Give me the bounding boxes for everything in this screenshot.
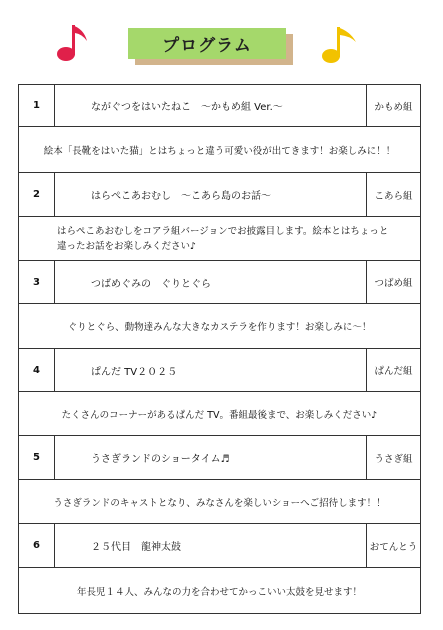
item-group: おてんとう bbox=[369, 541, 418, 553]
item-group: つばめ組 bbox=[374, 278, 413, 289]
item-title: うさぎランドのショータイム♬ bbox=[55, 436, 367, 479]
item-number: 2 bbox=[19, 173, 55, 216]
music-note-icon bbox=[320, 22, 360, 66]
item-description: 年長児１４人、みんなの力を合わせてかっこいい太鼓を見せます！ bbox=[76, 586, 362, 598]
item-title: ２５代目 龍神太鼓 bbox=[55, 524, 367, 567]
item-description bbox=[19, 217, 420, 260]
item-title: ぱんだ TV２０２５ bbox=[55, 349, 367, 391]
item-number: 1 bbox=[19, 85, 55, 126]
item-group: ぱんだ組 bbox=[374, 366, 413, 377]
program-description-row bbox=[19, 568, 420, 613]
program-table bbox=[18, 84, 421, 614]
program-item-row bbox=[19, 261, 420, 304]
item-number: 4 bbox=[19, 349, 55, 391]
program-item-row bbox=[19, 173, 420, 217]
item-description: ぐりとぐら、動物達みんな大きなカステラを作ります！お楽しみに～！ bbox=[67, 322, 372, 333]
program-description-row bbox=[19, 217, 420, 261]
page-title: プログラム bbox=[128, 28, 286, 59]
item-group: こあら組 bbox=[374, 190, 413, 202]
item-group: かもめ組 bbox=[374, 101, 413, 113]
item-title: はらぺこあおむし ～こあら島のお話～ bbox=[55, 173, 367, 216]
program-item-row bbox=[19, 85, 420, 127]
program-description-row bbox=[19, 304, 420, 349]
program-item-row bbox=[19, 436, 420, 480]
program-item-row bbox=[19, 349, 420, 392]
item-description: たくさんのコーナーがあるぱんだ TV。番組最後まで、お楽しみください♪ bbox=[61, 409, 378, 421]
item-description: うさぎランドのキャストとなり、みなさんを楽しいショーへご招待します！！ bbox=[53, 497, 386, 509]
music-note-icon bbox=[56, 21, 90, 63]
program-item-row bbox=[19, 524, 420, 568]
item-number: 6 bbox=[19, 524, 55, 567]
item-description: 絵本「長靴をはいた猫」とはちょっと違う可愛い役が出てきます！お楽しみに！！ bbox=[43, 145, 396, 157]
program-description-row bbox=[19, 480, 420, 524]
item-number: 5 bbox=[19, 436, 55, 479]
item-title: つばめぐみの ぐりとぐら bbox=[55, 261, 367, 303]
program-description-row bbox=[19, 392, 420, 436]
item-title: ながぐつをはいたねこ ～かもめ組 Ver.～ bbox=[55, 85, 367, 126]
item-description-line: 違ったお話をお楽しみください♪ bbox=[57, 240, 197, 252]
program-description-row bbox=[19, 127, 420, 173]
item-description-line: はらぺこあおむしをコアラ組バージョンでお披露目します。絵本とはちょっと bbox=[57, 225, 389, 237]
item-number: 3 bbox=[19, 261, 55, 303]
item-group: うさぎ組 bbox=[374, 453, 413, 465]
